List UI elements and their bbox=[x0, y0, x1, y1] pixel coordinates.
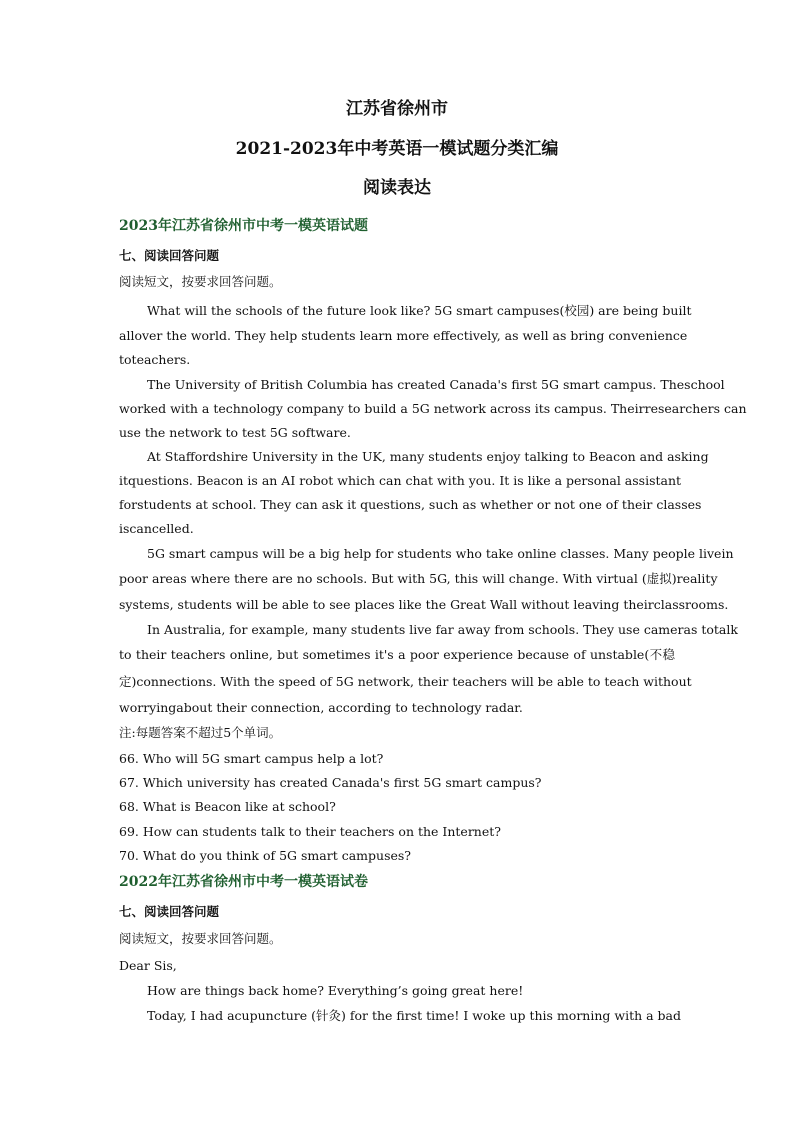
doc-title-city: 江苏省徐州市 bbox=[346, 99, 448, 119]
passage-line: toteachers. bbox=[119, 352, 191, 367]
passage-line: allover the world. They help students learn more effectively, as well as bring convenience bbox=[119, 328, 688, 343]
section-2022-heading: 2022年江苏省徐州市中考一模英语试卷 bbox=[119, 874, 368, 890]
letter-line: How are things back home? Everything’s going great here! bbox=[147, 983, 524, 998]
passage-line: to their teachers online, but sometimes it's a poor experience because of unstable(不稳 bbox=[119, 647, 675, 662]
question-67: 67. Which university has created Canada's first 5G smart campus? bbox=[119, 775, 542, 790]
question-66: 66. Who will 5G smart campus help a lot? bbox=[119, 751, 384, 766]
passage-line: systems, students will be able to see places like the Great Wall without leaving theirclassrooms. bbox=[119, 597, 729, 612]
question-69: 69. How can students talk to their teachers on the Internet? bbox=[119, 824, 501, 839]
section-2023-instruction: 阅读短文，按要求回答问题。 bbox=[119, 274, 282, 289]
section-2023-part-label: 七、阅读回答问题 bbox=[119, 248, 220, 263]
doc-title-topic: 阅读表达 bbox=[363, 178, 431, 198]
passage-line: 定)connections. With the speed of 5G network, their teachers will be able to teach without bbox=[119, 674, 692, 689]
passage-line: In Australia, for example, many students live far away from schools. They use cameras totalk bbox=[147, 622, 738, 637]
passage-line: The University of British Columbia has created Canada's first 5G smart campus. Theschool bbox=[147, 377, 725, 392]
section-2022-instruction: 阅读短文，按要求回答问题。 bbox=[119, 931, 282, 946]
passage-line: 5G smart campus will be a big help for students who take online classes. Many people livein bbox=[147, 546, 734, 561]
passage-line: use the network to test 5G software. bbox=[119, 425, 351, 440]
letter-line: Today, I had acupuncture (针灸) for the first time! I woke up this morning with a bad bbox=[147, 1008, 681, 1023]
passage-line: itquestions. Beacon is an AI robot which can chat with you. It is like a personal assistant bbox=[119, 473, 682, 488]
passage-line: What will the schools of the future look like? 5G smart campuses(校园) are being built bbox=[147, 303, 692, 318]
section-2022-part-label: 七、阅读回答问题 bbox=[119, 904, 220, 919]
passage-line: forstudents at school. They can ask it questions, such as whether or not one of their classes bbox=[119, 497, 702, 512]
doc-title-collection: 2021-2023年中考英语一模试题分类汇编 bbox=[235, 139, 559, 159]
question-70: 70. What do you think of 5G smart campuses? bbox=[119, 848, 411, 863]
passage-line: poor areas where there are no schools. But with 5G, this will change. With virtual (虚拟)reality bbox=[119, 571, 718, 586]
question-68: 68. What is Beacon like at school? bbox=[119, 799, 336, 814]
answer-length-note: 注:每题答案不超过5个单词。 bbox=[119, 725, 282, 740]
letter-greeting: Dear Sis, bbox=[119, 958, 177, 973]
passage-line: iscancelled. bbox=[119, 521, 194, 536]
passage-line: worked with a technology company to build a 5G network across its campus. Theirresearchers can bbox=[119, 401, 747, 416]
section-2023-heading: 2023年江苏省徐州市中考一模英语试题 bbox=[119, 218, 368, 234]
passage-line: worryingabout their connection, according to technology radar. bbox=[119, 700, 523, 715]
passage-line: At Staffordshire University in the UK, many students enjoy talking to Beacon and asking bbox=[147, 449, 709, 464]
